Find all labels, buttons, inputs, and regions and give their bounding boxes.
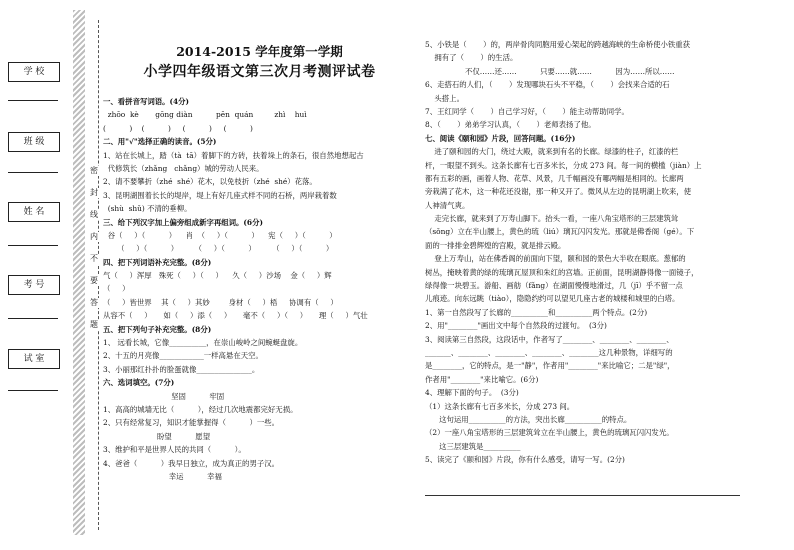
question-line: 3、维护和平是世界人民的共同（ ）。: [103, 445, 246, 455]
section-heading: 五、把下列句子补充完整。(8分): [103, 324, 212, 334]
exam-number-label: 考 号: [8, 275, 60, 295]
school-label: 学 校: [8, 62, 60, 82]
seal-char: 密: [90, 166, 98, 175]
question-line: 4、理解下面的句子。 (3分): [425, 388, 519, 398]
question-line: 绿得像一块碧玉。游船、画舫（fǎng）在湖面慢慢地滑过，几（jī）乎不留一点: [425, 281, 683, 291]
section-heading: 二、用"√"选择正确的读音。(5分): [103, 137, 217, 147]
binding-stripe: [73, 10, 85, 535]
section-heading: 七、阅读《颐和园》片段，回答问题。(16分): [425, 133, 576, 143]
question-line: （ ）: [103, 284, 130, 294]
left-question-column: [103, 95, 418, 483]
seal-char: 线: [90, 210, 98, 219]
question-line: ( ) ( ) ( ) ( ): [103, 123, 253, 133]
exam-title: 小学四年级语文第三次月考测评试卷: [143, 64, 376, 80]
seal-char: 不: [90, 254, 98, 263]
exam-number-field[interactable]: [8, 318, 58, 319]
question-line: 2、十五的月亮像____________一样高悬在天空。: [103, 351, 263, 361]
question-line: 从容不（ ） 如（ ）添（ ） 毫不（ ）（ ） 理（ ）气壮: [103, 311, 368, 321]
name-field[interactable]: [8, 245, 58, 246]
question-line: 不仅……还…… 只要……就…… 因为……所以……: [425, 66, 675, 76]
question-line: 人神清气爽。: [425, 200, 470, 210]
question-line: 面的一排排金碧辉煌的宫殿，就是排云殿。: [425, 240, 566, 250]
question-line: 5、小铁是（ ）的，两岸骨肉同胞用爱心架起的跨越海峡的生命桥使小铁重获: [425, 40, 691, 49]
question-line: 2、只有经常复习，知识才能掌握得（ ）一些。: [103, 418, 280, 428]
question-line: 进了颐和园的大门，绕过大殿，就来到有名的长廊。绿漆的柱子，红漆的栏: [425, 147, 679, 157]
question-line: （ ）（ ） （ ）（ ） （ ）（ ）: [103, 244, 334, 254]
question-line: 头搭上。: [425, 93, 464, 103]
question-line: 2、请不要攀折（zhé shé）花木，以免枝折（zhé shé）花落。: [103, 177, 317, 187]
question-line: 代修筑长（zhǎng chǎng）城的劳动人民来。: [103, 163, 264, 173]
question-line: （2）一座八角宝塔形的三层建筑耸立在半山腰上，黄色的琉璃瓦闪闪发光。: [425, 428, 674, 438]
question-line: 走完长廊，就来到了万寿山脚下。抬头一看，一座八角宝塔形的三层建筑耸: [425, 214, 679, 224]
question-line: （1）这条长廊有七百多米长，分成 273 间。: [425, 401, 575, 411]
question-line: 3、阅读第三自然段，这段话中，作者写了________、________、________、: [425, 334, 674, 344]
question-line: 1、高高的城墙无比（ ），经过几次地震都完好无损。: [103, 404, 298, 414]
class-field[interactable]: [8, 172, 58, 173]
question-line: 3、昆明湖围着长长的堤岸，堤上有好几座式样不同的石桥，两岸栽着数: [103, 190, 337, 200]
section-heading: 四、把下列词语补充完整。(8分): [103, 257, 212, 267]
question-line: （ ）皆世界 其（ ）其妙 身材（ ）梧 协调有（ ）: [103, 297, 338, 307]
question-line: _______、________、________、________、________这几种景物，详细写的: [425, 347, 673, 357]
question-line: 1、站在长城上，踏（tà tā）着脚下的方砖，扶着垛上的条石，很自然地想起古: [103, 150, 364, 160]
question-line: 7、王红同学（ ）自己学习好，（ ）能主动帮助同学。: [425, 106, 629, 116]
question-line: 儿痕迹。向东远眺（tiào），隐隐约约可以望见几座古老的城楼和城里的白塔。: [425, 294, 680, 304]
question-line: 3、小丽那红扑扑的脸蛋就像_______________。: [103, 364, 260, 374]
question-line: 1、第一自然段写了长廊的__________和__________两个特点。(2分): [425, 307, 648, 317]
question-line: 谷（ ）（ ） 肖 （ ）（ ） 宪（ ）（ ）: [103, 230, 337, 240]
seal-char: 内: [90, 232, 98, 241]
question-line: （sǒng）立在半山腰上，黄色的琉（liú）璃瓦闪闪发光。那就是佛香阁（gé）。下: [425, 227, 695, 237]
question-line: 8、（ ）弟弟学习认真，（ ）老师表扬了他。: [425, 120, 596, 130]
section-heading: 六、选词填空。(7分): [103, 378, 175, 388]
seal-char: 题: [90, 320, 98, 329]
question-line: 5、读完了《颐和园》片段，你有什么感受，请写一写。(2分): [425, 455, 625, 465]
right-question-column: [425, 38, 755, 467]
exam-room-field[interactable]: [8, 390, 58, 391]
question-line: 这句运用__________的方法，突出长廊__________的特点。: [425, 414, 632, 424]
question-line: 杆，一眼望不到头。这条长廊有七百多米长，分成 273 间。每一间的横槛（jiàn）上: [425, 160, 702, 170]
question-line: 旁栽满了花木，这一种花还没谢，那一种又开了。微风从左边的昆明湖上吹来，使: [425, 187, 692, 197]
question-line: 登上万寿山，站在佛香阁的前面向下望，颐和园的景色大半收在眼底。葱郁的: [425, 254, 686, 264]
seal-char: 答: [90, 298, 98, 307]
name-label: 姓 名: [8, 202, 60, 222]
question-line: (shù shǔ) 不清的垂柳。: [103, 204, 192, 214]
class-label: 班 级: [8, 132, 60, 152]
answer-line[interactable]: [425, 495, 740, 496]
school-field[interactable]: [8, 100, 58, 101]
question-line: 气（ ）浑厚 殊死（ ）（ ） 久（ ）沙场 金（ ）辉: [103, 271, 332, 281]
seal-line: [98, 20, 99, 530]
exam-room-label: 试 室: [8, 349, 60, 369]
question-line: 都有五彩的画，画着人物、花草、风景，几千幅画没有哪两幅是相同的。长廊两: [425, 173, 684, 183]
question-line: 树丛，掩映着黄的绿的琉璃瓦屋顶和朱红的宫墙。正前面，昆明湖静得像一面镜子，: [425, 267, 699, 277]
question-line: 拥有了（ ）的生活。: [425, 53, 518, 63]
exam-year-heading: 2014-2015 学年度第一学期: [176, 44, 343, 59]
question-line: 是________，它的特点，是一"静"，作者用"________"来比喻它；二是"绿"，: [425, 361, 675, 371]
question-line: 作者用"________"来比喻它。(6分): [425, 374, 539, 384]
question-line: 盼望 愿望: [103, 431, 211, 441]
question-line: 4、爸爸（ ）我早日独立，成为真正的男子汉。: [103, 458, 280, 468]
question-line: 2、用"________"画出文中每个自然段的过渡句。 (3分): [425, 321, 607, 331]
section-heading: 三、给下列汉字加上偏旁组成新字再组词。(6分): [103, 217, 263, 227]
seal-char: 要: [90, 276, 98, 285]
seal-char: 封: [90, 188, 98, 197]
section-heading: 一、看拼音写词语。(4分): [103, 97, 190, 106]
question-line: 坚固 牢固: [103, 391, 225, 401]
question-line: 1、 远看长城，它像__________，在崇山峻岭之间蜿蜒盘旋。: [103, 338, 303, 348]
question-line: 6、走搭石的人们，（ ）发现哪块石头不平稳，（ ）会找来合适的石: [425, 80, 670, 90]
question-line: 这三层建筑是__________: [425, 441, 521, 451]
question-line: zhōo kè gōng diàn pēn quán zhì huì: [103, 110, 307, 120]
question-line: 幸运 幸福: [103, 471, 222, 481]
